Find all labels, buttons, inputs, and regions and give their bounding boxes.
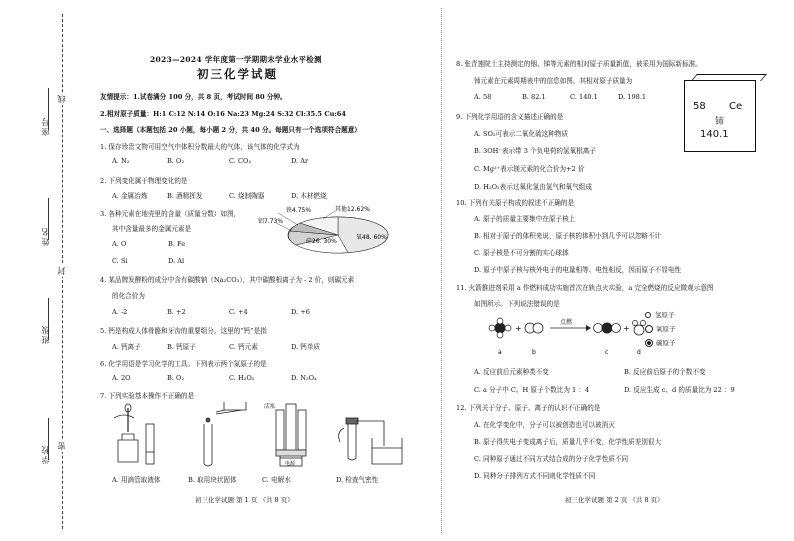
- question-9-option-c[interactable]: C. Mg²⁺表示镁元素的化合价为+2 价: [474, 165, 585, 173]
- svg-text:+: +: [623, 324, 630, 333]
- footer-page-2: 初三化学试题 第 2 页 （共 8 页）: [565, 496, 664, 504]
- exam-title: 初三化学试题: [197, 67, 278, 81]
- question-12-option-b[interactable]: B. 原子得失电子变成离子后，质量几乎不变，化学性质差别很大: [474, 438, 662, 446]
- option-b[interactable]: B. 82.1: [522, 93, 546, 101]
- reaction-condition: 点燃: [560, 319, 573, 326]
- option-d[interactable]: D. 198.1: [618, 93, 647, 101]
- option-a[interactable]: A. N₂: [112, 157, 130, 165]
- question-9-option-b[interactable]: B. 3OH⁻表示带 3 个负电荷的氢氧根离子: [474, 147, 596, 155]
- option-c[interactable]: C. H₂O₂: [229, 374, 255, 382]
- pie-label-aluminum: 铝7.73%: [258, 218, 284, 225]
- option-c[interactable]: C. a 分子中 C、H 原子个数比为 1 ：4: [474, 386, 590, 394]
- option-b[interactable]: B. 钙原子: [167, 343, 196, 351]
- question-11-options-row1: [474, 366, 706, 376]
- option-d[interactable]: D. Al: [168, 257, 185, 265]
- question-8-line2: 铈元素在元素周期表中的信息如图，其相对原子质量为: [474, 77, 633, 85]
- option-a[interactable]: A. 反应前后元素种类不变: [474, 368, 549, 376]
- question-3-line2: 其中含量最多的金属元素是: [112, 225, 192, 233]
- option-a[interactable]: A. 钙离子: [112, 343, 141, 351]
- seat-label: 座号: [41, 116, 50, 136]
- question-8-options: [474, 93, 646, 101]
- option-b[interactable]: B. 取用块状固体: [188, 476, 237, 484]
- question-11: 11. 火箭推进剂采用 a 作燃料成功实施首次在轨点火实验，a 完全燃烧的反应微观示意图: [456, 284, 714, 292]
- pie-label-silicon: 硅26. 30%: [306, 238, 337, 245]
- option-a[interactable]: A. -2: [112, 308, 128, 316]
- exam-year-line: 2023—2024 学年度第一学期期末学业水平检测: [150, 55, 322, 64]
- element-name: 铈: [715, 117, 725, 127]
- question-4-line2: 的化合价为: [112, 292, 145, 300]
- question-1: 1. 保存珍贵文物可用空气中体积分数最大的气体，该气体的化学式为: [100, 143, 300, 151]
- atomic-mass: 2.相对原子质量：H:1 C:12 N:14 O:16 Na:23 Mg:24 S:32 Cl:35.5 Cu:64: [100, 110, 346, 118]
- question-12: 12. 下列关于分子、原子、离子的认识不正确的是: [456, 404, 601, 412]
- school-label: 学校: [41, 444, 50, 464]
- hydrogen-atom-icon: [645, 312, 651, 318]
- molecule-b: [525, 323, 543, 333]
- option-d[interactable]: D. +6: [291, 308, 310, 316]
- option-c[interactable]: C. Si: [112, 257, 128, 265]
- option-c[interactable]: C. 电解水: [262, 476, 291, 484]
- legend-oxygen: 氧原子: [656, 325, 676, 333]
- molecule-c: [594, 323, 621, 334]
- seal-char-dense: 密: [57, 442, 66, 450]
- footer-page-1: 初三化学试题 第 1 页 （共 8 页）: [195, 496, 294, 504]
- option-b[interactable]: B. +2: [167, 308, 186, 316]
- option-a[interactable]: A. O: [112, 240, 127, 248]
- question-11-line2: 如图所示。下列说法错误的是: [474, 300, 560, 308]
- legend-carbon: 碳原子: [656, 339, 676, 347]
- question-11-options-row2: [474, 384, 735, 394]
- question-9-option-a[interactable]: A. SO₂可表示二氧化硫这种物质: [474, 130, 569, 138]
- option-d[interactable]: D. 钙单质: [291, 343, 321, 351]
- option-b[interactable]: B. 反应前后原子的个数不变: [624, 368, 706, 376]
- molecule-d: [632, 320, 645, 335]
- option-a[interactable]: A. 金属冶炼: [112, 192, 148, 200]
- question-10-option-c[interactable]: C. 原子核是不可分割的实心球体: [474, 249, 569, 257]
- section-1-heading: 一、选择题（本题包括 20 小题，每小题 2 分，共 40 分。每题只有一个选项符合题意）: [100, 126, 361, 134]
- element-symbol: Ce: [729, 101, 743, 112]
- option-c[interactable]: C. +4: [229, 308, 248, 316]
- question-10: 10. 下列有关原子构成的叙述不正确的是: [456, 199, 575, 207]
- question-4: 4. 某品牌发酵粉的成分中含有碳酸钠（Na₂CO₃），其中碳酸根离子为 - 2 价，则碳元素: [100, 276, 355, 284]
- legend-hydrogen: 氢原子: [655, 311, 675, 319]
- option-a[interactable]: A. 用滴管取液体: [112, 476, 161, 484]
- option-d[interactable]: D. 反应生成 c、d 的质量比为 22 ：9: [624, 386, 735, 394]
- question-12-option-d[interactable]: D. 同种分子排列方式不同则化学性质不同: [474, 472, 596, 480]
- electrolysis-label-stopcock: 活塞: [264, 404, 276, 410]
- question-12-option-a[interactable]: A. 在化学变化中，分子可以被创造也可以被消灭: [474, 421, 615, 429]
- atomic-mass: 140.1: [700, 129, 729, 140]
- oxygen-atom-icon: [645, 325, 653, 333]
- element-cell-cerium: [684, 80, 756, 152]
- question-3: 3. 各种元素在地壳里的含量（质量分数）如图，: [100, 210, 241, 218]
- option-d[interactable]: D. 木材燃烧: [291, 192, 327, 200]
- question-9-option-d[interactable]: D. H₂O₂表示过氧化氢由氢气和氧气组成: [474, 183, 592, 191]
- option-a[interactable]: A. 58: [474, 93, 492, 101]
- option-c[interactable]: C. 140.1: [570, 93, 598, 101]
- option-b[interactable]: B. 酒精挥发: [167, 192, 203, 200]
- option-c[interactable]: C. 钙元素: [229, 343, 258, 351]
- option-a[interactable]: A. 2O: [112, 374, 131, 382]
- carbon-atom-icon: [645, 339, 653, 347]
- option-d[interactable]: D. Ar: [291, 157, 309, 165]
- question-7: 7. 下列实验基本操作不正确的是: [100, 392, 195, 400]
- svg-text:+: +: [515, 324, 522, 333]
- molecule-a: [489, 318, 511, 338]
- atomic-number: 58: [693, 101, 706, 112]
- label-d: d: [637, 349, 641, 356]
- option-d[interactable]: D. 检查气密性: [336, 476, 379, 484]
- question-12-option-c[interactable]: C. 同种原子通过不同方式结合成的分子化学性质不同: [474, 455, 629, 463]
- reaction-diagram: [478, 312, 648, 358]
- label-b: b: [532, 349, 536, 356]
- question-6: 6. 化学用语是学习化学的工具。下列表示两个氮原子的是: [100, 360, 267, 368]
- question-2: 2. 下列变化属于物理变化的是: [100, 177, 188, 185]
- option-b[interactable]: B. O₂: [167, 157, 185, 165]
- question-5: 5. 钙是构成人体骨骼和牙齿的重要组分。这里的“钙”是指: [100, 327, 267, 335]
- question-8: 8. 张青莲院士主持测定的铟、锑等元素的相对原子质量新值，被采用为国际新标准。: [456, 60, 702, 68]
- seal-char-line: 线: [57, 95, 66, 103]
- seal-char-seal: 封: [57, 267, 66, 275]
- question-10-option-a[interactable]: A. 原子的质量主要集中在原子核上: [474, 215, 576, 223]
- pie-label-other: 其他12.62%: [335, 206, 370, 213]
- tips: 友情提示：1.试卷满分 100 分，共 8 页，考试时间 80 分钟。: [100, 93, 287, 101]
- electrolysis-label-power: 电源: [285, 461, 296, 467]
- atom-legend: [645, 310, 676, 347]
- pie-label-oxygen: 氧48. 60%: [356, 234, 387, 241]
- question-10-option-b[interactable]: B. 相对于原子的体积来说，原子核的体积小到几乎可以忽略不计: [474, 232, 662, 240]
- class-label: 班级: [41, 324, 50, 344]
- question-9: 9. 下列化学用语的含义描述正确的是: [456, 113, 564, 121]
- option-b[interactable]: B. Fe: [168, 240, 186, 248]
- pie-label-iron: 铁4.75%: [286, 207, 312, 214]
- label-c: c: [605, 349, 609, 356]
- label-a: a: [498, 349, 502, 356]
- option-d[interactable]: D. N₂O₄: [291, 374, 317, 382]
- option-b[interactable]: B. O₂: [167, 374, 185, 382]
- question-10-option-d[interactable]: D. 原子中原子核与核外电子的电量相等、电性相反，因而原子不显电性: [474, 266, 682, 274]
- option-c[interactable]: C. 烧制陶器: [229, 192, 265, 200]
- option-c[interactable]: C. CO₂: [229, 157, 252, 165]
- name-label: 姓名: [41, 226, 50, 246]
